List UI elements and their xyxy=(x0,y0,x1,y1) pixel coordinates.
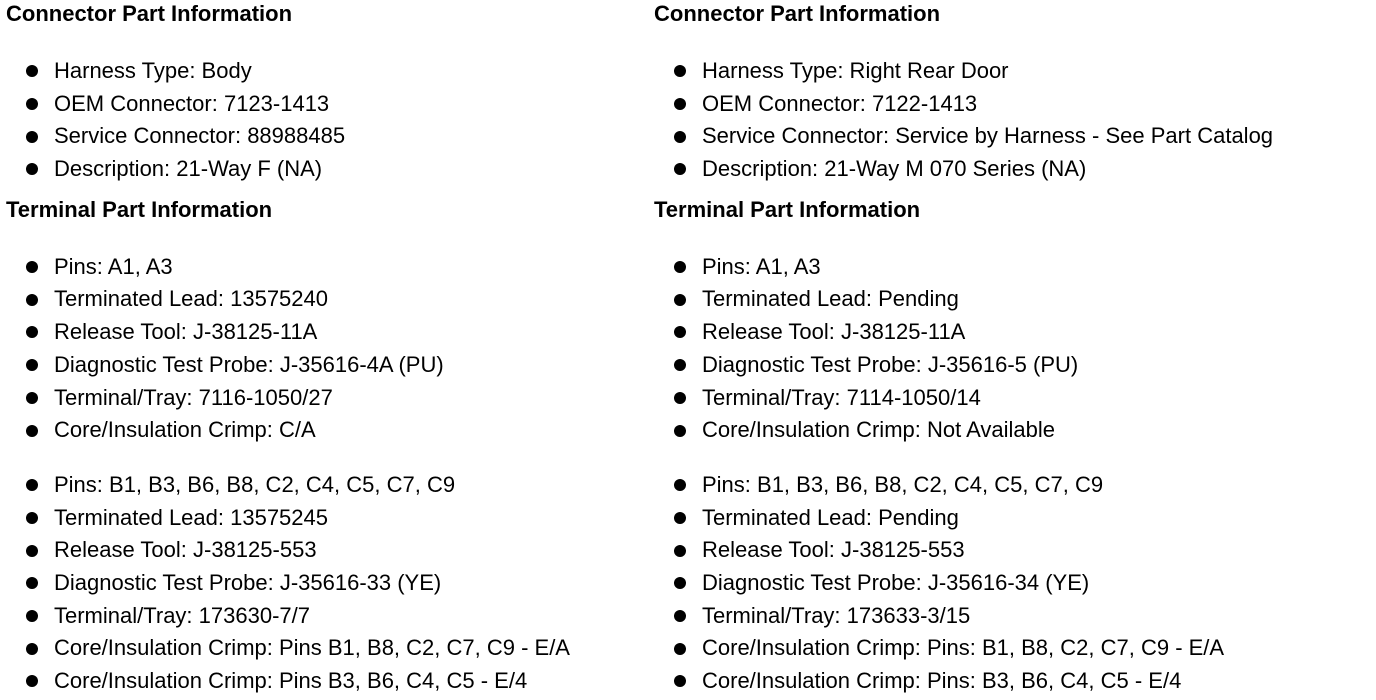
list-item-text: Release Tool: J-38125-553 xyxy=(54,537,317,563)
bullet-icon xyxy=(26,359,38,371)
list-item xyxy=(654,153,1372,186)
list-item-text: Release Tool: J-38125-11A xyxy=(54,319,318,345)
list-item-text: Description: 21-Way M 070 Series (NA) xyxy=(702,156,1087,182)
bullet-icon xyxy=(26,577,38,589)
list-item-text: Terminal/Tray: 173630-7/7 xyxy=(54,602,310,628)
list-item-text: Terminated Lead: 13575240 xyxy=(54,286,328,312)
bullet-icon xyxy=(674,425,686,437)
terminal-group-a-list xyxy=(6,251,646,447)
list-item-text: Terminated Lead: 13575245 xyxy=(54,504,328,530)
list-item-text: Terminated Lead: Pending xyxy=(702,504,959,530)
bullet-icon xyxy=(674,261,686,273)
terminal-part-heading: Terminal Part Information xyxy=(6,196,273,222)
list-item-text: Diagnostic Test Probe: J-35616-34 (YE) xyxy=(702,569,1090,595)
list-item xyxy=(6,534,646,567)
list-item xyxy=(654,600,1372,633)
list-item xyxy=(6,665,646,698)
bullet-icon xyxy=(674,326,686,338)
terminal-part-heading: Terminal Part Information xyxy=(654,196,921,222)
list-item-text: Release Tool: J-38125-11A xyxy=(702,319,966,345)
terminal-group-b-list xyxy=(654,469,1372,698)
list-item-text: Diagnostic Test Probe: J-35616-5 (PU) xyxy=(702,351,1079,377)
bullet-icon xyxy=(674,98,686,110)
list-item xyxy=(654,283,1372,316)
bullet-icon xyxy=(26,643,38,655)
bullet-icon xyxy=(26,261,38,273)
list-item-text: Terminated Lead: Pending xyxy=(702,286,959,312)
list-item-text: Core/Insulation Crimp: Pins B3, B6, C4, C5 - E/4 xyxy=(54,668,528,693)
bullet-icon xyxy=(674,163,686,175)
list-item xyxy=(6,316,646,349)
list-item xyxy=(6,382,646,415)
list-item-text: Pins: A1, A3 xyxy=(702,253,821,279)
list-item xyxy=(654,534,1372,567)
terminal-group-a-list xyxy=(654,251,1372,447)
list-item xyxy=(654,567,1372,600)
list-item xyxy=(6,120,646,153)
bullet-icon xyxy=(674,610,686,622)
list-item-text: Service Connector: 88988485 xyxy=(54,123,346,149)
bullet-icon xyxy=(674,131,686,143)
list-item xyxy=(654,120,1372,153)
list-item xyxy=(6,153,646,186)
bullet-icon xyxy=(674,675,686,687)
connector-part-heading: Connector Part Information xyxy=(654,1,941,26)
list-item-text: Terminal/Tray: 7116-1050/27 xyxy=(54,384,333,410)
bullet-icon xyxy=(674,545,686,557)
list-item xyxy=(654,349,1372,382)
list-item-text: Release Tool: J-38125-553 xyxy=(702,537,965,563)
list-item xyxy=(654,502,1372,535)
list-item xyxy=(654,632,1372,665)
list-item xyxy=(6,251,646,284)
list-item xyxy=(654,88,1372,121)
bullet-icon xyxy=(674,65,686,77)
bullet-icon xyxy=(674,512,686,524)
bullet-icon xyxy=(674,577,686,589)
bullet-icon xyxy=(26,610,38,622)
bullet-icon xyxy=(674,359,686,371)
connector-part-list xyxy=(6,55,646,186)
list-item-text: Pins: B1, B3, B6, B8, C2, C4, C5, C7, C9 xyxy=(702,471,1104,497)
bullet-icon xyxy=(26,479,38,491)
list-item-text: Core/Insulation Crimp: Pins B1, B8, C2, C7, C9 - E/A xyxy=(54,635,570,661)
bullet-icon xyxy=(26,163,38,175)
list-item-text: Core/Insulation Crimp: Pins: B3, B6, C4, C5 - E/4 xyxy=(702,668,1182,693)
bullet-icon xyxy=(26,425,38,437)
bullet-icon xyxy=(26,65,38,77)
bullet-icon xyxy=(26,675,38,687)
bullet-icon xyxy=(26,98,38,110)
list-item xyxy=(6,55,646,88)
terminal-group-b-list xyxy=(6,469,646,698)
bullet-icon xyxy=(26,512,38,524)
list-item-text: Terminal/Tray: 173633-3/15 xyxy=(702,602,971,628)
connector-part-heading: Connector Part Information xyxy=(6,1,293,26)
bullet-icon xyxy=(26,545,38,557)
bullet-icon xyxy=(674,479,686,491)
list-item-text: OEM Connector: 7123-1413 xyxy=(54,90,330,116)
list-item xyxy=(6,632,646,665)
bullet-icon xyxy=(26,131,38,143)
list-item xyxy=(6,283,646,316)
list-item xyxy=(6,502,646,535)
list-item xyxy=(6,88,646,121)
list-item-text: Diagnostic Test Probe: J-35616-33 (YE) xyxy=(54,569,442,595)
list-item-text: Pins: A1, A3 xyxy=(54,253,173,279)
list-item-text: Core/Insulation Crimp: Pins: B1, B8, C2, C7, C9 - E/A xyxy=(702,635,1225,661)
list-item xyxy=(654,316,1372,349)
list-item-text: Harness Type: Body xyxy=(54,58,252,83)
list-item-text: Core/Insulation Crimp: Not Available xyxy=(702,417,1055,443)
bullet-icon xyxy=(26,326,38,338)
bullet-icon xyxy=(674,294,686,306)
connector-part-list xyxy=(654,55,1372,186)
list-item-text: Core/Insulation Crimp: C/A xyxy=(54,417,316,443)
list-item-text: Diagnostic Test Probe: J-35616-4A (PU) xyxy=(54,351,444,377)
list-item-text: OEM Connector: 7122-1413 xyxy=(702,90,978,116)
list-item-text: Terminal/Tray: 7114-1050/14 xyxy=(702,384,981,410)
bullet-icon xyxy=(674,643,686,655)
list-item xyxy=(654,55,1372,88)
list-item xyxy=(654,382,1372,415)
list-item xyxy=(6,349,646,382)
list-item-text: Description: 21-Way F (NA) xyxy=(54,156,323,182)
list-item xyxy=(654,665,1372,698)
list-item-text: Pins: B1, B3, B6, B8, C2, C4, C5, C7, C9 xyxy=(54,471,456,497)
list-item xyxy=(6,567,646,600)
list-item xyxy=(6,414,646,447)
list-item xyxy=(654,251,1372,284)
list-item-text: Service Connector: Service by Harness - See Part Catalog xyxy=(702,123,1274,149)
bullet-icon xyxy=(674,392,686,404)
bullet-icon xyxy=(26,392,38,404)
list-item-text: Harness Type: Right Rear Door xyxy=(702,58,1009,83)
bullet-icon xyxy=(26,294,38,306)
right-connector-column xyxy=(654,0,1372,698)
list-item xyxy=(654,414,1372,447)
list-item xyxy=(6,600,646,633)
list-item xyxy=(654,469,1372,502)
list-item xyxy=(6,469,646,502)
left-connector-column xyxy=(6,0,646,698)
